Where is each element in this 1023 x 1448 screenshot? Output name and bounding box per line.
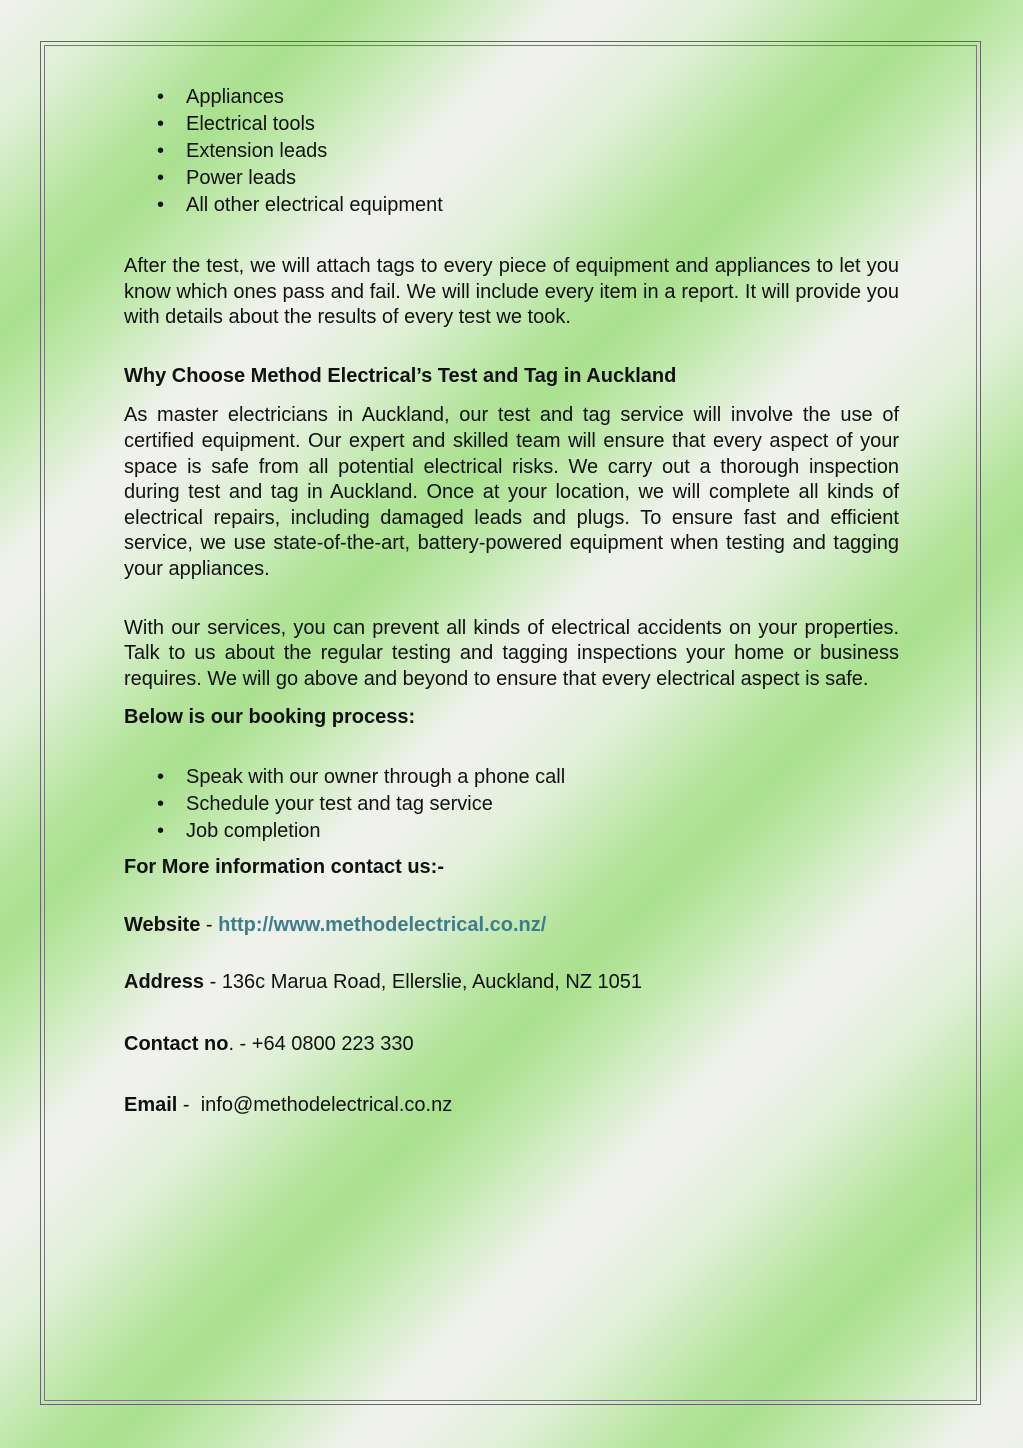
email-value[interactable]: info@methodelectrical.co.nz bbox=[200, 1094, 453, 1117]
equipment-list bbox=[124, 84, 899, 219]
phone-label: Contact no bbox=[124, 1032, 229, 1055]
website-line bbox=[124, 913, 899, 939]
phone-line bbox=[124, 1032, 899, 1058]
list-item: • Schedule your test and tag service bbox=[124, 791, 899, 818]
address-label: Address bbox=[124, 971, 205, 994]
list-item: • Electrical tools bbox=[124, 111, 899, 138]
list-item: • Extension leads bbox=[124, 138, 899, 165]
heading-why-choose: Why Choose Method Electrical’s Test and Tag in Auckland bbox=[124, 364, 677, 387]
website-label: Website bbox=[124, 913, 201, 936]
address-separator: - bbox=[204, 971, 222, 994]
email-label: Email bbox=[124, 1094, 178, 1117]
phone-value: +64 0800 223 330 bbox=[251, 1032, 414, 1055]
paragraph-after-test: After the test, we will attach tags to every piece of equipment and appliances to let you know which ones pass and fail. We will include every item in a report. It will provide you with details about the results of every test we took. bbox=[124, 255, 899, 329]
paragraph-services: With our services, you can prevent all kinds of electrical accidents on your properties. Talk to us about the regular testing and tagging inspections your home or business requires. We will go above and beyond to ensure that every electrical aspect is safe. bbox=[124, 616, 899, 690]
website-link[interactable]: http://www.methodelectrical.co.nz/ bbox=[218, 913, 547, 936]
email-line bbox=[124, 1093, 899, 1119]
list-item: • Power leads bbox=[124, 165, 899, 192]
email-separator: - bbox=[177, 1094, 201, 1117]
paragraph-master-electricians: As master electricians in Auckland, our test and tag service will involve the use of certified equipment. Our expert and skilled team will ensure that every aspect of your space is safe from all potential electrical risks. We carry out a thorough inspection during test and tag in Auckland. Once at your location, we will complete all kinds of electrical repairs, including damaged leads and plugs. To ensure fast and efficient service, we use state-of-the-art, battery-powered equipment when testing and tagging your appliances. bbox=[124, 404, 899, 580]
list-item: • Speak with our owner through a phone call bbox=[124, 764, 899, 791]
list-item: • Appliances bbox=[124, 84, 899, 111]
heading-booking-process: Below is our booking process: bbox=[124, 706, 416, 729]
address-line bbox=[124, 970, 899, 996]
website-separator: - bbox=[200, 913, 219, 936]
list-item: • All other electrical equipment bbox=[124, 192, 899, 219]
phone-separator: . - bbox=[228, 1032, 252, 1055]
contact-heading: For More information contact us:- bbox=[124, 855, 444, 878]
document-content bbox=[124, 84, 899, 1119]
address-value: 136c Marua Road, Ellerslie, Auckland, NZ 1051 bbox=[221, 971, 643, 994]
booking-steps-list bbox=[124, 764, 899, 845]
list-item: • Job completion bbox=[124, 818, 899, 845]
